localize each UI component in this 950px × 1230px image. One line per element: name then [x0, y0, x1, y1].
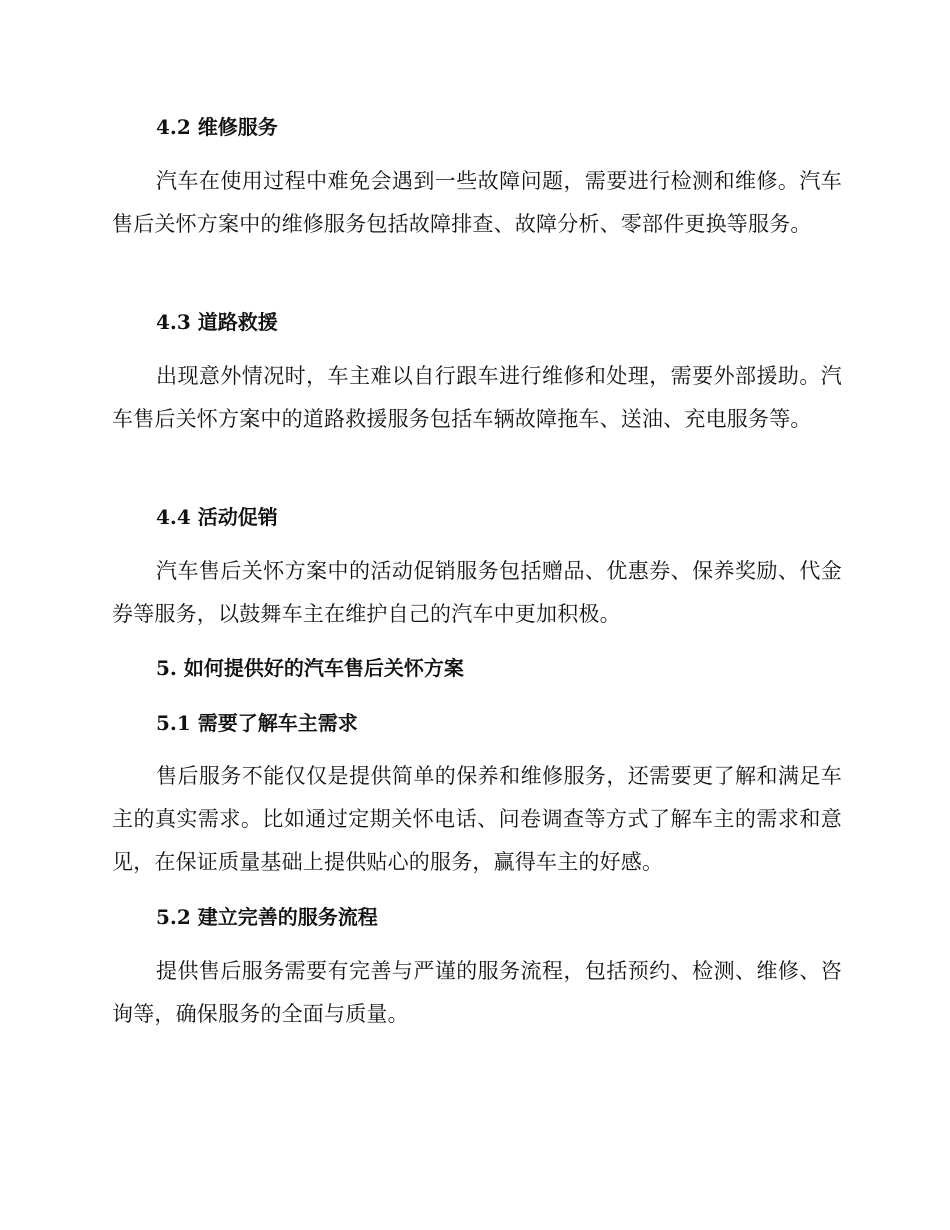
section-heading-4-4: 4.4 活动促销: [156, 505, 278, 529]
section-heading-4-2: 4.2 维修服务: [156, 115, 278, 139]
section-heading-4-3: 4.3 道路救援: [156, 310, 278, 334]
chapter-heading-5: 5. 如何提供好的汽车售后关怀方案: [156, 656, 464, 680]
section-paragraph-4-3: 出现意外情况时，车主难以自行跟车进行维修和处理，需要外部援助。汽车售后关怀方案中的道路救援服务包括车辆故障拖车、送油、充电服务等。: [112, 364, 842, 431]
section-heading-5-1: 5.1 需要了解车主需求: [156, 711, 358, 735]
section-paragraph-4-4: 汽车售后关怀方案中的活动促销服务包括赠品、优惠券、保养奖励、代金券等服务，以鼓舞车主在维护自己的汽车中更加积极。: [112, 559, 842, 626]
section-paragraph-5-1: 售后服务不能仅仅是提供简单的保养和维修服务，还需要更了解和满足车主的真实需求。比如通过定期关怀电话、问卷调查等方式了解车主的需求和意见，在保证质量基础上提供贴心的服务，赢得车主的好感。: [112, 764, 842, 874]
section-paragraph-5-2: 提供售后服务需要有完善与严谨的服务流程，包括预约、检测、维修、咨询等，确保服务的全面与质量。: [112, 959, 842, 1026]
section-paragraph-4-2: 汽车在使用过程中难免会遇到一些故障问题，需要进行检测和维修。汽车售后关怀方案中的维修服务包括故障排查、故障分析、零部件更换等服务。: [112, 169, 842, 236]
section-heading-5-2: 5.2 建立完善的服务流程: [156, 905, 378, 929]
